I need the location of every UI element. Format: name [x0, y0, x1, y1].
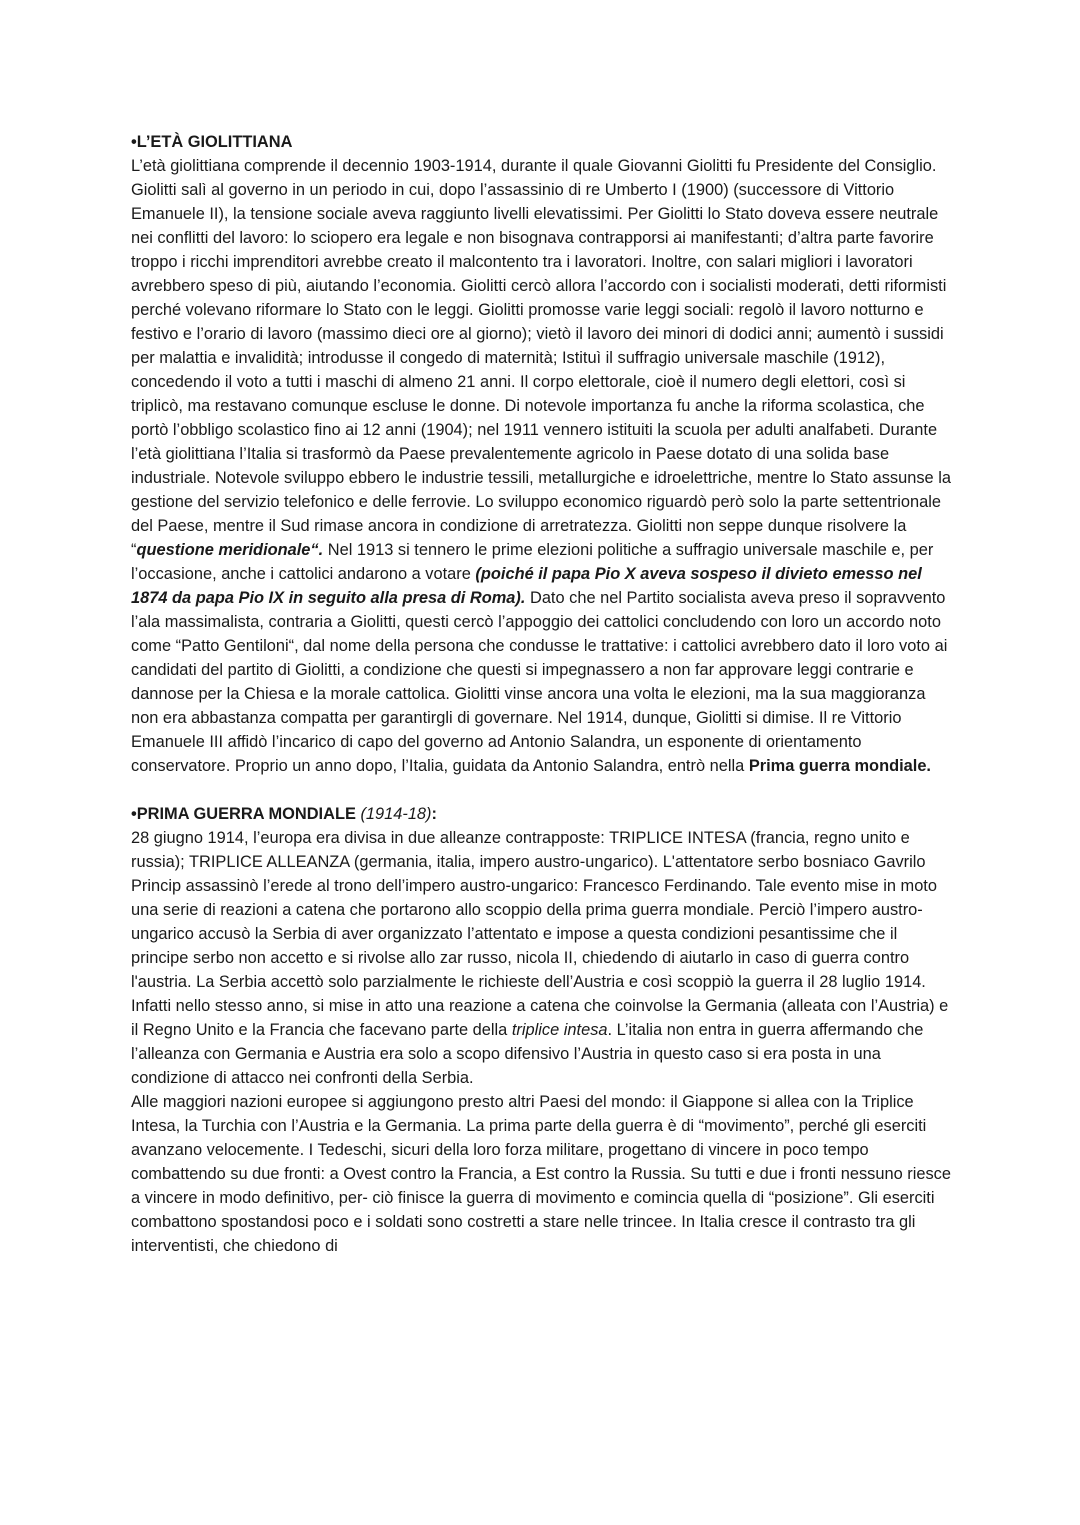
- emphasis-text: questione meridionale“.: [136, 541, 324, 559]
- emphasis-text: (poiché il papa Pio X aveva sospeso il divieto emesso nel 1874 da papa Pio IX in seguito alla presa di Roma).: [131, 565, 922, 607]
- emphasis-text: triplice intesa: [511, 1021, 608, 1039]
- section-prima-guerra-mondiale: [131, 802, 953, 1258]
- body-paragraph: [131, 154, 953, 778]
- section-title: [131, 130, 953, 154]
- section-title-text: •L’ETÀ GIOLITTIANA: [131, 133, 293, 151]
- section-eta-giolittiana: [131, 130, 953, 778]
- text-run: . L’italia non entra in guerra affermando che l’alleanza con Germania e Austria era solo a scopo difensivo l’Austria in questo caso si era posta in una condizione di attacco nei confronti della Serbia.: [131, 1021, 924, 1087]
- section-title: [131, 802, 953, 826]
- text-run: Nel 1913 si tennero le prime elezioni politiche a suffragio universale maschile e, per l’occasione, anche i cattolici andarono a votare: [131, 541, 934, 583]
- text-run: Dato che nel Partito socialista aveva preso il sopravvento l’ala massimalista, contraria a Giolitti, questi cercò l’appoggio dei cattolici concludendo con loro un accordo noto come “Patto Gentiloni“, dal nome della persona che condusse le trattative: i cattolici avrebbero dato il loro voto ai candidati del partito di Giolitti, a condizione che questi si impegnassero a non far approvare leggi contrarie e dannose per la Chiesa e la morale cattolica. Giolitti vinse ancora una volta le elezioni, ma la sua maggioranza non era abbastanza compatta per garantirgli di governare. Nel 1914, dunque, Giolitti si dimise. Il re Vittorio Emanuele III affidò l’incarico di capo del governo ad Antonio Salandra, un esponente di orientamento conservatore. Proprio un anno dopo, l’Italia, guidata da Antonio Salandra, entrò nella: [131, 589, 948, 775]
- section-title-colon: :: [431, 805, 437, 823]
- text-run: 28 giugno 1914, l’europa era divisa in due alleanze contrapposte: TRIPLICE INTESA (francia, regno unito e russia); TRIPLICE ALLEANZA (germania, italia, impero austro-ungarico). L'attentatore serbo bosniaco Gavrilo Princip assassinò l’erede al trono dell’impero austro-ungarico: Francesco Ferdinando. Tale evento mise in moto una serie di reazioni a catena che portarono allo scoppio della prima guerra mondiale. Perciò l’impero austro-ungarico accusò la Serbia di aver organizzato l’attentato e impose a questa condizioni pesantissime che il principe serbo non accetto e si rivolse allo zar russo, nicola II, chiedendo di aiutarlo in caso di guerra contro l'austria. La Serbia accettò solo parzialmente le richieste dell’Austria e così scoppiò la guerra il 28 luglio 1914. Infatti nello stesso anno, si mise in atto una reazione a catena che coinvolse la Germania (alleata con l’Austria) e il Regno Unito e la Francia che facevano parte della: [131, 829, 949, 1039]
- body-paragraph: Alle maggiori nazioni europee si aggiungono presto altri Paesi del mondo: il Giappone si allea con la Triplice Intesa, la Turchia con l’Austria e la Germania. La prima parte della guerra è di “movimento”, perché gli eserciti avanzano velocemente. I Tedeschi, sicuri della loro forza militare, progettano di vincere in poco tempo combattendo su due fronti: a Ovest contro la Francia, a Est contro la Russia. Su tutti e due i fronti nessuno riesce a vincere in modo definitivo, per- ciò finisce la guerra di movimento e comincia quella di “posizione”. Gli eserciti combattono spostandosi poco e i soldati sono costretti a stare nelle trincee. In Italia cresce il contrasto tra gli interventisti, che chiedono di: [131, 1093, 951, 1255]
- strong-text: Prima guerra mondiale.: [748, 757, 931, 775]
- body-paragraph: [131, 826, 953, 1090]
- section-title-text: •PRIMA GUERRA MONDIALE: [131, 805, 361, 823]
- document-page: [131, 130, 953, 1258]
- section-title-date: (1914-18): [360, 805, 432, 823]
- text-run: L’età giolittiana comprende il decennio 1903-1914, durante il quale Giovanni Giolitti fu Presidente del Consiglio. Giolitti salì al governo in un periodo in cui, dopo l’assassinio di re Umberto I (1900) (successore di Vittorio Emanuele II), la tensione sociale aveva raggiunto livelli elevatissimi. Per Giolitti lo Stato doveva essere neutrale nei conflitti del lavoro: lo sciopero era legale e non bisognava contrapporsi ai manifestanti; d’altra parte favorire troppo i ricchi imprenditori avrebbe creato il malcontento tra i lavoratori. Inoltre, con salari migliori i lavoratori avrebbero speso di più, aiutando l’economia. Giolitti cercò allora l’accordo con i socialisti moderati, detti riformisti perché volevano riformare lo Stato con le leggi. Giolitti promosse varie leggi sociali: regolò il lavoro notturno e festivo e l’orario di lavoro (massimo dieci ore al giorno); vietò il lavoro dei minori di dodici anni; aumentò i sussidi per malattia e invalidità; introdusse il congedo di maternità; Istituì il suffragio universale maschile (1912), concedendo il voto a tutti i maschi di almeno 21 anni. Il corpo elettorale, cioè il numero degli elettori, così si triplicò, ma restavano comunque escluse le donne. Di notevole importanza fu anche la riforma scolastica, che portò l’obbligo scolastico fino ai 12 anni (1904); nel 1911 vennero istituiti la scuola per adulti analfabeti. Durante l’età giolittiana l’Italia si trasformò da Paese prevalentemente agricolo in Paese dotato di una solida base industriale. Notevole sviluppo ebbero le industrie tessili, metallurgiche e idroelettriche, mentre lo Stato assunse la gestione del servizio telefonico e delle ferrovie. Lo sviluppo economico riguardò però solo la parte settentrionale del Paese, mentre il Sud rimase ancora in condizione di arretratezza. Giolitti non seppe dunque risolvere la “: [131, 157, 951, 559]
